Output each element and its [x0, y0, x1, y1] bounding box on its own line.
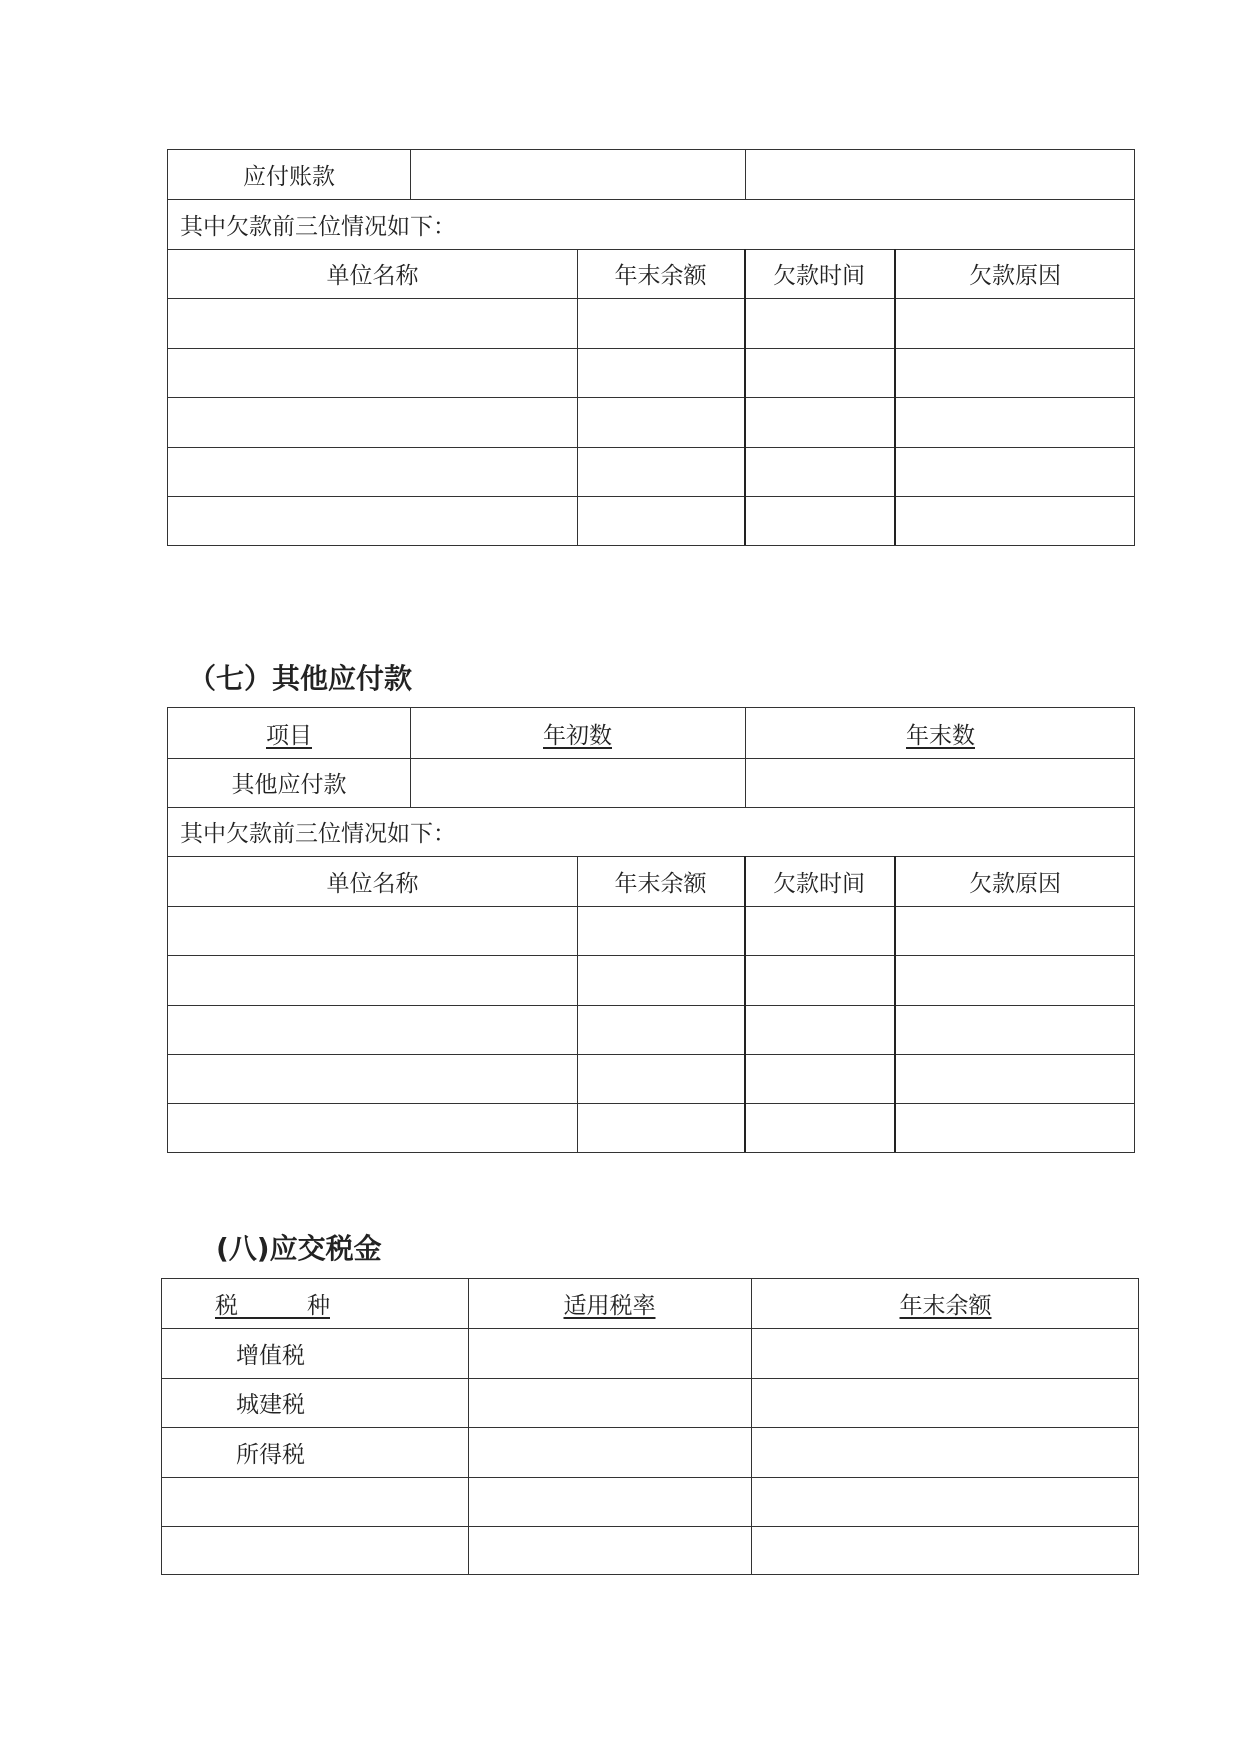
other-payables-table: [167, 707, 1135, 1153]
column-header-unit-name: 单位名称: [326, 870, 419, 897]
column-header-closing: [745, 708, 1136, 758]
column-header-year-end-balance: [751, 1279, 1140, 1328]
payables-table: [167, 149, 1135, 546]
column-header-tax-rate: [468, 1279, 751, 1328]
column-header-opening: [410, 708, 745, 758]
column-header-owed-reason: 欠款原因: [969, 870, 1061, 897]
other-payables-item-label: 其他应付款: [231, 772, 347, 798]
tax-row-label: 增值税: [236, 1342, 305, 1369]
column-header-item: [168, 708, 410, 758]
other-payables-top3-note: 其中欠款前三位情况如下：: [180, 821, 456, 847]
column-header-year-end-balance-text: 年末余额: [899, 1293, 992, 1319]
column-header-owed-since: 欠款时间: [773, 263, 865, 289]
tax-row-label: 城建税: [236, 1392, 305, 1418]
section-heading-taxes: (八)应交税金: [216, 1232, 382, 1265]
column-header-tax-rate-text: 适用税率: [563, 1293, 656, 1319]
column-header-opening-text: 年初数: [543, 722, 612, 749]
column-header-year-end-balance: 年末余额: [614, 870, 707, 897]
payables-item-label: 应付账款: [243, 164, 335, 190]
payables-top3-note: 其中欠款前三位情况如下：: [180, 213, 456, 240]
column-header-owed-since: 欠款时间: [773, 870, 865, 897]
column-header-year-end-balance: 年末余额: [614, 263, 707, 289]
column-header-tax-type-text: 税 种: [215, 1293, 330, 1319]
column-header-closing-text: 年末数: [906, 722, 975, 749]
column-header-unit-name: 单位名称: [326, 263, 419, 289]
section-heading-other-payables: （七）其他应付款: [188, 662, 413, 695]
column-header-item-text: 项目: [266, 722, 312, 749]
taxes-table: [161, 1278, 1139, 1575]
tax-row-label: 所得税: [236, 1441, 305, 1468]
column-header-tax-type: [162, 1279, 383, 1328]
column-header-owed-reason: 欠款原因: [969, 263, 1061, 289]
